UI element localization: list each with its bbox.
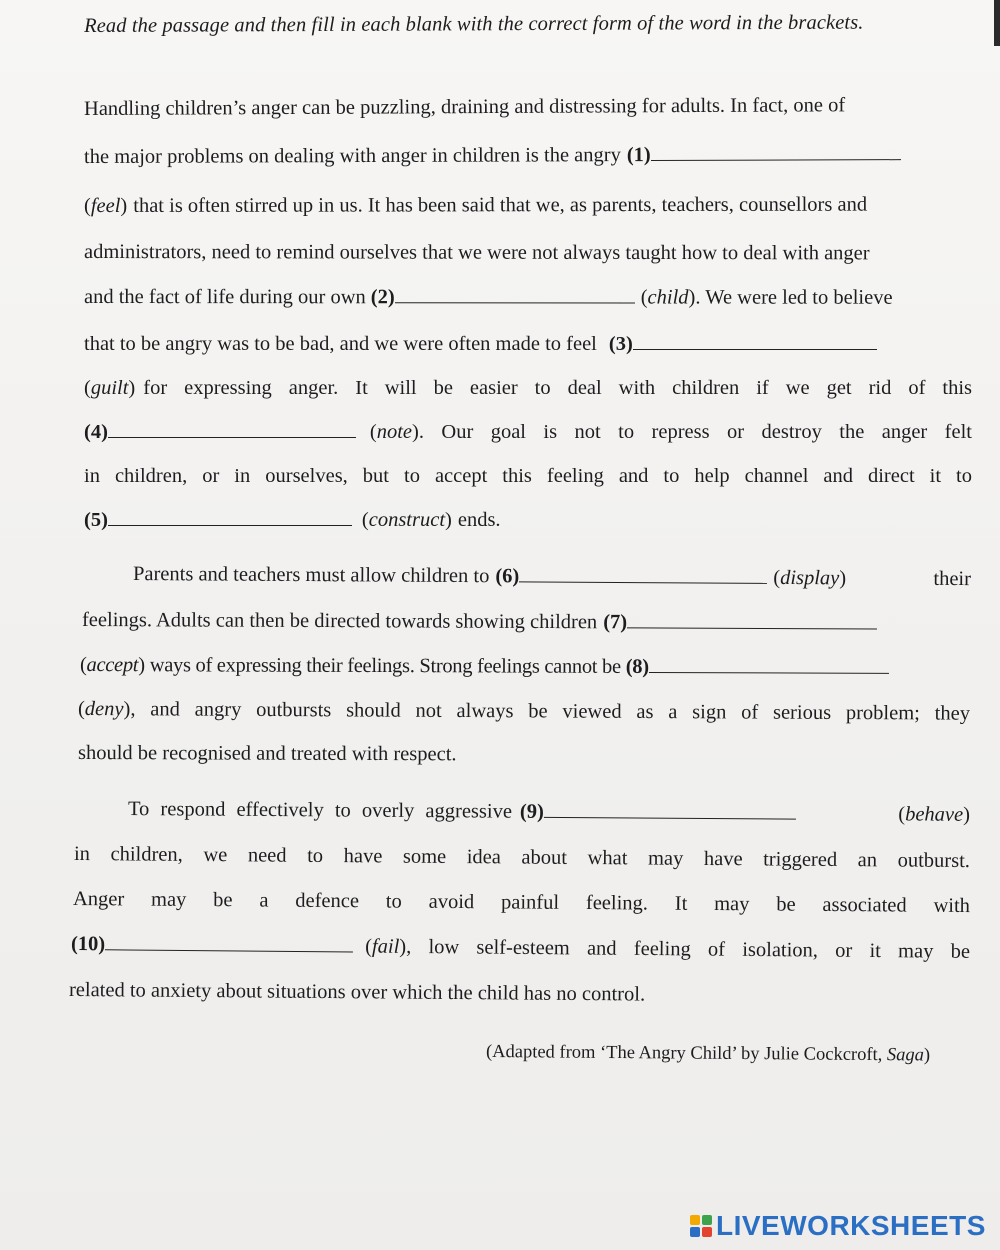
p2-line-1: Parents and teachers must allow children to (6) ( display ) their (132, 563, 972, 591)
p1-line-1: Handling children’s anger can be puzzling, draining and distressing for adults. In fact, one of (83, 94, 846, 120)
p2-line-2: feelings. Adults can then be directed towards showing children (7) (82, 609, 877, 635)
hint-word-7: accept (86, 654, 139, 677)
p3-line-3: Anger may be a defence to avoid painful feeling. It may be associated with (72, 888, 971, 918)
blank-3[interactable] (633, 349, 877, 350)
p3-line-5: related to anxiety about situations over which the child has no control. (68, 979, 646, 1006)
page-edge-mark (994, 0, 1000, 46)
blank-number-10: (10) (70, 933, 106, 956)
liveworksheets-wordmark: LIVEWORKSHEETS (716, 1210, 986, 1241)
hint-word-4: note (376, 421, 413, 443)
p3-line-2: in children, we need to have some idea about what may have triggered an outburst. (73, 843, 971, 873)
blank-9[interactable] (544, 817, 796, 820)
liveworksheets-logo (690, 1210, 986, 1242)
p2-line-5: should be recognised and treated with respect. (77, 742, 457, 766)
p1-line-3: ( feel ) that is often stirred up in us. It has been said that we, as parents, teachers, counsellors and (83, 193, 868, 217)
p1-line-8: (4) ( note ) . Our goal is not to repress or destroy the anger felt (84, 421, 972, 443)
blank-number-3: (3) (608, 333, 633, 355)
p3-line-4: (10) ( fail ) , low self-esteem and feeling of isolation, or it may be (70, 933, 971, 963)
blank-number-7: (7) (603, 611, 628, 634)
p1-line-10: (5) ( construct ) ends. (84, 509, 501, 531)
p1-line-2: the major problems on dealing with anger in children is the angry (1) (84, 143, 901, 169)
blank-2[interactable] (395, 302, 635, 303)
blank-7[interactable] (627, 627, 877, 629)
p1-line-5: and the fact of life during our own (2) ( child ) . We were led to believe (83, 286, 893, 309)
hint-word-10: fail (371, 935, 400, 958)
hint-word-6: display (780, 566, 840, 590)
hint-word-2: child (647, 286, 689, 309)
p2-line-3: ( accept ) ways of expressing their feelings. Strong feelings cannot be (8) (80, 654, 889, 680)
blank-number-5: (5) (84, 509, 108, 531)
blank-number-2: (2) (370, 286, 395, 309)
hint-word-8: deny (84, 698, 124, 721)
p2-line-4: ( deny ) , and angry outbursts should not always be viewed as a sign of serious problem; they (77, 698, 971, 725)
blank-8[interactable] (649, 672, 889, 674)
p1-line-9: in children, or in ourselves, but to accept this feeling and to help channel and direct it to (84, 465, 972, 487)
blank-number-1: (1) (626, 144, 651, 167)
blank-number-9: (9) (519, 800, 544, 823)
p1-line-6: that to be angry was to be bad, and we were often made to feel (3) (84, 333, 877, 356)
source-citation: (Adapted from ‘The Angry Child’ by Julie Cockcroft, Saga) (485, 1042, 931, 1066)
hint-word-9: behave (905, 803, 964, 826)
instruction-text: Read the passage and then fill in each blank with the correct form of the word in the brackets. (84, 11, 864, 37)
blank-number-8: (8) (625, 655, 649, 678)
blank-number-6: (6) (495, 565, 520, 588)
hint-word-5: construct (368, 509, 446, 531)
blank-6[interactable] (519, 581, 767, 584)
liveworksheets-logo-icon (690, 1215, 712, 1237)
hint-word-1: feel (90, 194, 121, 217)
blank-4[interactable] (108, 437, 356, 438)
blank-1[interactable] (651, 159, 901, 161)
p1-line-4: administrators, need to remind ourselves that we were not always taught how to deal with anger (83, 241, 870, 265)
p1-line-7: (guilt) for expressing anger. It will be easier to deal with children if we get rid of this (84, 377, 972, 399)
blank-number-4: (4) (84, 421, 108, 443)
p3-line-1: To respond effectively to overly aggressive (9) (behave) (127, 798, 971, 826)
hint-word-3: guilt (90, 377, 129, 399)
blank-5[interactable] (108, 525, 352, 526)
blank-10[interactable] (105, 949, 353, 952)
